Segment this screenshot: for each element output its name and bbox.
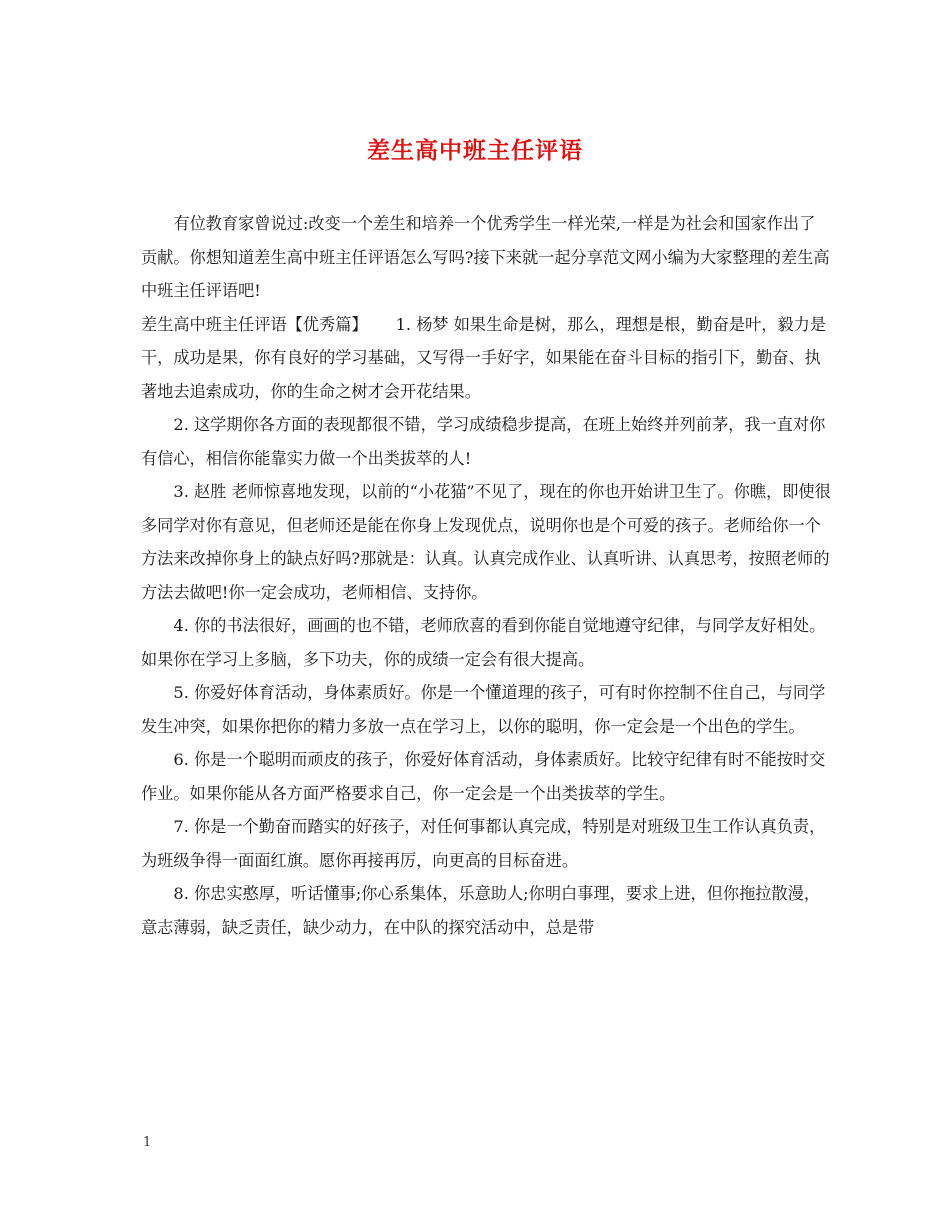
item-4-paragraph: 4. 你的书法很好，画画的也不错，老师欣喜的看到你能自觉地遵守纪律，与同学友好相处。如果你在学习上多脑，多下功夫，你的成绩一定会有很大提高。 [141,616,826,669]
item-7-paragraph: 7. 你是一个勤奋而踏实的好孩子，对任何事都认真完成，特别是对班级卫生工作认真负责，为班级争得一面面红旗。愿你再接再厉，向更高的目标奋进。 [141,817,826,870]
page-title: 差生高中班主任评语 [367,137,583,164]
document-body [141,207,831,944]
item-3-paragraph: 3. 赵胜 老师惊喜地发现，以前的“小花猫”不见了，现在的你也开始讲卫生了。你瞧，即使很多同学对你有意见，但老师还是能在你身上发现优点，说明你也是个可爱的孩子。老师给你一个方法来改掉你身上的缺点好吗?那就是：认真。认真完成作业、认真听讲、认真思考，按照老师的方法去做吧!你一定会成功，老师相信、支持你。 [141,482,831,602]
section-heading: 差生高中班主任评语【优秀篇】 [141,314,368,334]
item-5-paragraph: 5. 你爱好体育活动，身体素质好。你是一个懂道理的孩子，可有时你控制不住自己，与同学发生冲突，如果你把你的精力多放一点在学习上，以你的聪明，你一定会是一个出色的学生。 [141,683,826,736]
page-number: 1 [143,1135,152,1150]
item-2-paragraph: 2. 这学期你各方面的表现都很不错，学习成绩稳步提高，在班上始终并列前茅，我一直对你有信心，相信你能靠实力做一个出类拔萃的人! [141,415,826,468]
item-1-text: 1. 杨梦 如果生命是树，那么，理想是根，勤奋是叶，毅力是干，成功是果，你有良好的学习基础，又写得一手好字，如果能在奋斗目标的指引下，勤奋、执著地去追索成功，你的生命之树才会开花结果。 [141,314,827,401]
intro-paragraph: 有位教育家曾说过:改变一个差生和培养一个优秀学生一样光荣,一样是为社会和国家作出了贡献。你想知道差生高中班主任评语怎么写吗?接下来就一起分享范文网小编为大家整理的差生高中班主任评语吧! [141,214,830,300]
item-8-paragraph: 8. 你忠实憨厚，听话懂事;你心系集体，乐意助人;你明白事理，要求上进，但你拖拉散漫，意志薄弱，缺乏责任，缺少动力，在中队的探究活动中，总是带 [141,884,821,937]
item-6-paragraph: 6. 你是一个聪明而顽皮的孩子，你爱好体育活动，身体素质好。比较守纪律有时不能按时交作业。如果你能从各方面严格要求自己，你一定会是一个出类拔萃的学生。 [141,750,826,803]
item-1-paragraph [141,308,831,409]
